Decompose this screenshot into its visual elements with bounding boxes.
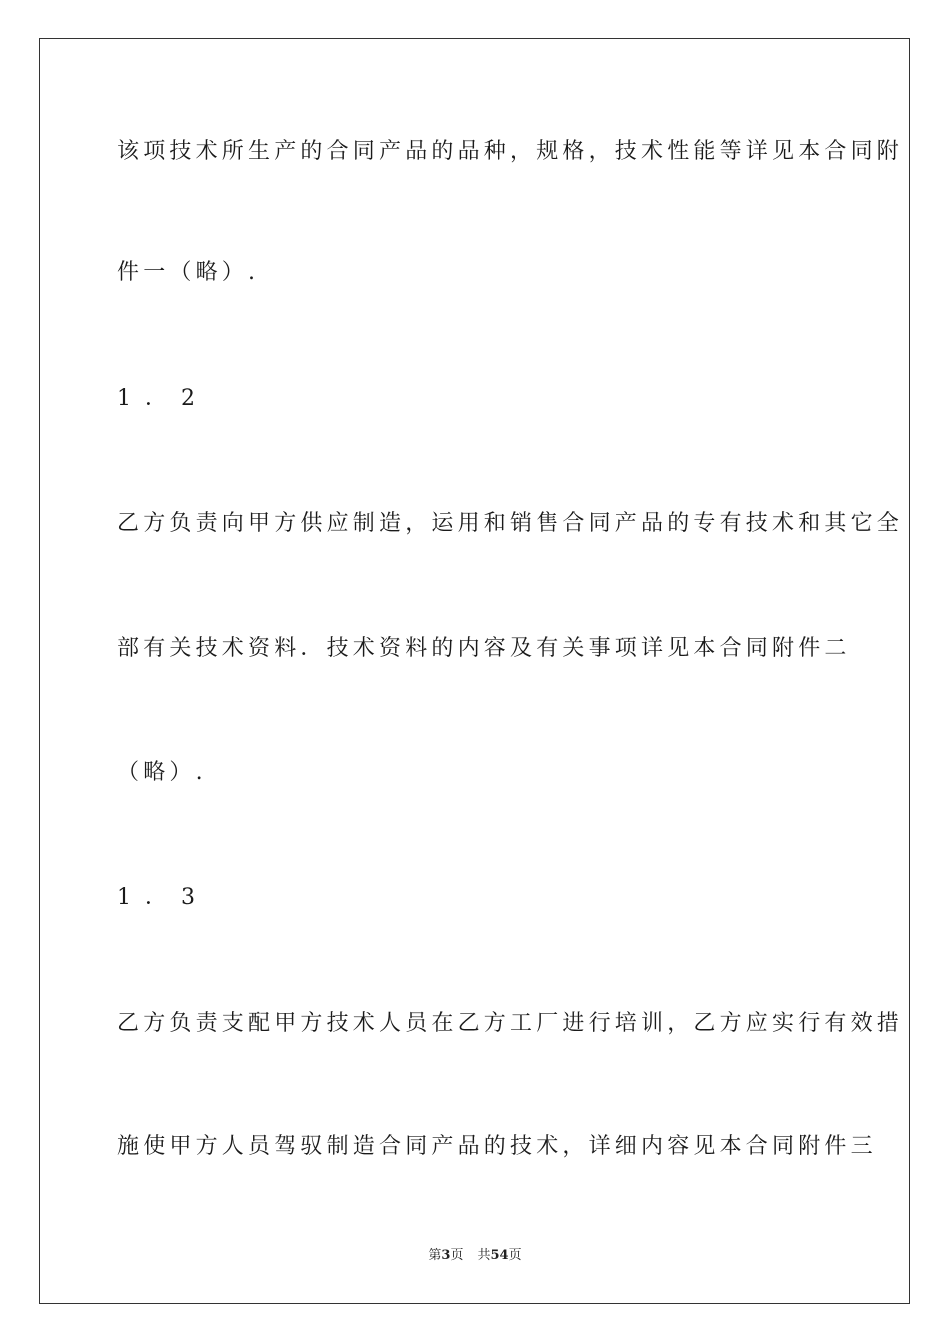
paragraph-line-3: 乙方负责向甲方供应制造，运用和销售合同产品的专有技术和其它全 [117,511,904,536]
page-footer [0,1247,950,1265]
footer-page-prefix: 第 [428,1248,442,1263]
footer-total-suffix: 页 [508,1248,522,1263]
footer-total-pages: 54 [490,1248,509,1263]
footer-page-suffix: 页 [450,1248,464,1263]
footer-page-number: 3 [441,1248,451,1263]
paragraph-line-2: 件一（略）. [117,260,260,285]
paragraph-line-7: 施使甲方人员驾驭制造合同产品的技术，详细内容见本合同附件三 [117,1134,877,1159]
paragraph-line-1: 该项技术所生产的合同产品的品种，规格，技术性能等详见本合同附 [117,139,904,164]
section-number-1-2: 1．2 [117,386,209,411]
footer-total-prefix: 共 [477,1248,491,1263]
paragraph-line-5: （略）. [117,760,207,785]
paragraph-line-6: 乙方负责支配甲方技术人员在乙方工厂进行培训，乙方应实行有效措 [117,1011,904,1036]
paragraph-line-4: 部有关技术资料．技术资料的内容及有关事项详见本合同附件二 [117,636,851,661]
section-number-1-3: 1．3 [117,885,209,910]
page-border [39,38,910,1304]
